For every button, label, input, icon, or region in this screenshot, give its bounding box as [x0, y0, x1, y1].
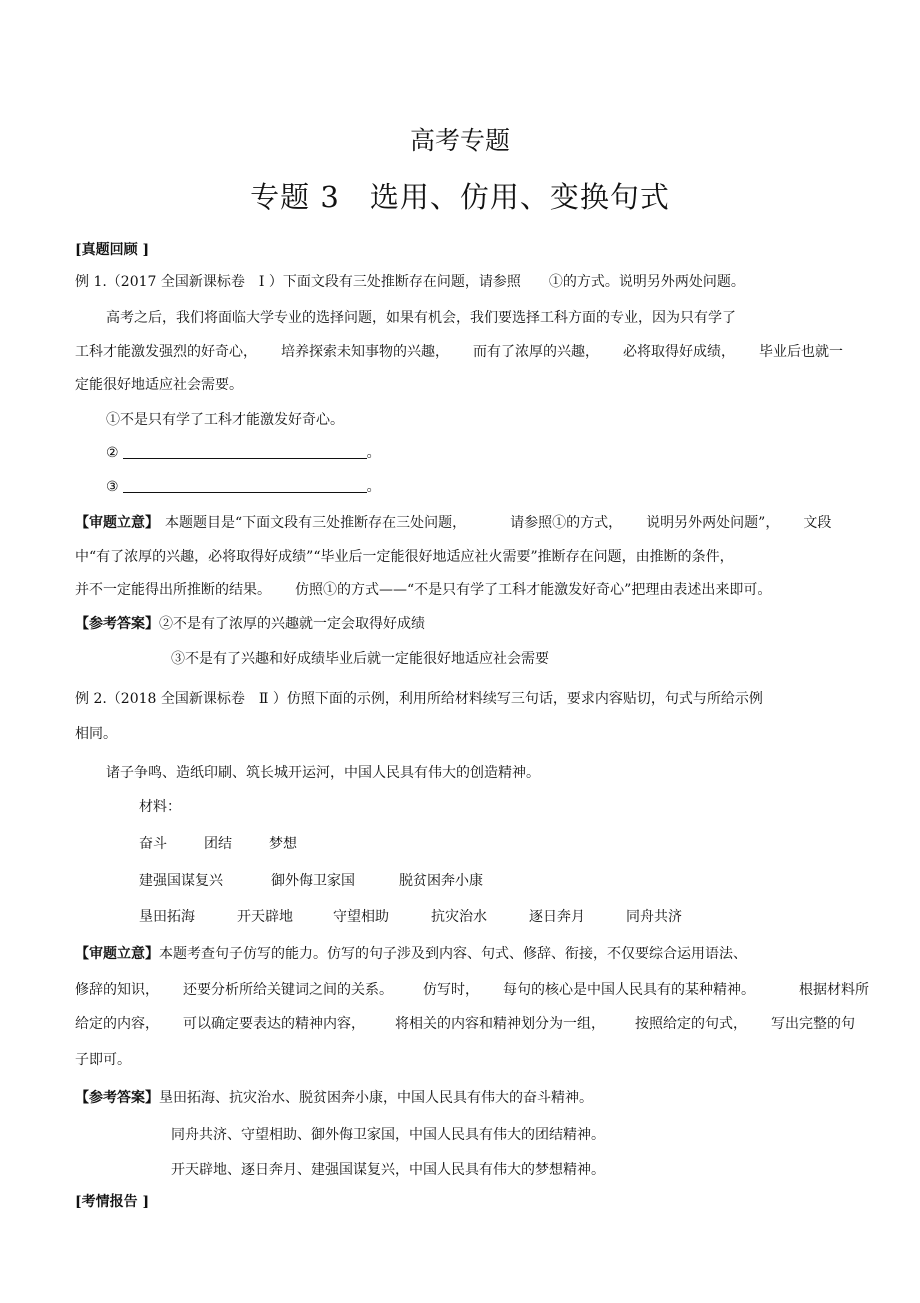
ex2-analysis-line3 [75, 1014, 855, 1034]
blank3-period: 。 [366, 479, 381, 495]
material-phrase: 脱贫困奔小康 [399, 873, 483, 889]
example2-question-line2: 相同。 [75, 726, 117, 742]
ex1-p2-seg3: 而有了浓厚的兴趣， [473, 344, 599, 360]
ex1-analysis-seg4: 文段 [803, 515, 832, 531]
material-word: 团结 [204, 836, 232, 852]
ex1-analysis-seg2: 请参照①的方式， [510, 515, 623, 531]
blank2-period: 。 [366, 445, 381, 461]
blank3-number: ③ [106, 479, 119, 495]
blank3-line[interactable] [123, 478, 367, 493]
ex1-analysis-line2: 中“有了浓厚的兴趣，必将取得好成绩”“毕业后一定能很好地适应社火需要”推断存在问题，由推断的条件， [75, 549, 734, 565]
ex1-blank-2 [106, 443, 381, 463]
ex2-example-sentence: 诸子争鸣、造纸印刷、筑长城开运河，中国人民具有伟大的创造精神。 [106, 765, 540, 781]
ex1-analysis3-seg1: 并不一定能得出所推断的结果。 [75, 582, 271, 598]
ex1-answer-line1 [75, 614, 425, 634]
ex2-analysis2-seg5: 根据材料所 [799, 982, 869, 998]
ex2-analysis2-seg3: 仿写时， [423, 982, 479, 998]
ex2-analysis3-seg1: 给定的内容， [75, 1016, 159, 1032]
ex1-p2-seg2: 培养探索未知事物的兴趣， [281, 344, 449, 360]
ex1-p2-seg4: 必将取得好成绩， [623, 344, 735, 360]
ex2-material-row1 [139, 834, 297, 854]
ex2-q-part1: 例 2.（2018 全国新课标卷 [75, 691, 245, 707]
ex1-passage-line2 [75, 342, 843, 362]
ex2-analysis-label: 【审题立意】 [75, 946, 159, 962]
ex1-passage-line1: 高考之后，我们将面临大学专业的选择问题，如果有机会，我们要选择工科方面的专业，因为只有学了 [106, 310, 736, 326]
ex1-answer-line2: ③不是有了兴趣和好成绩毕业后就一定能很好地适应社会需要 [171, 651, 549, 667]
ex2-answer-line3: 开天辟地、逐日奔月、建强国谋复兴，中国人民具有伟大的梦想精神。 [171, 1162, 605, 1178]
ex1-analysis-seg1: 本题题目是“下面文段有三处推断存在三处问题， [165, 515, 467, 531]
ex1-q-part2: Ⅰ ）下面文段有三处推断存在问题，请参照 [258, 274, 521, 290]
ex2-q-part2: Ⅱ ）仿照下面的示例，利用所给材料续写三句话，要求内容贴切，句式与所给示例 [258, 691, 763, 707]
ex2-answer1: 垦田拓海、抗灾治水、脱贫困奔小康，中国人民具有伟大的奋斗精神。 [159, 1090, 593, 1106]
material-phrase: 垦田拓海 [139, 909, 195, 925]
ex2-analysis2-seg4: 每句的核心是中国人民具有的某种精神。 [503, 982, 755, 998]
material-word: 梦想 [269, 836, 297, 852]
page-title: 高考专题 [409, 126, 510, 155]
ex1-q-part1: 例 1.（2017 全国新课标卷 [75, 274, 245, 290]
ex2-analysis-line2 [75, 980, 869, 1000]
ex1-q-part3: ①的方式。说明另外两处问题。 [548, 274, 745, 290]
page-subtitle: 专题 3 选用、仿用、变换句式 [250, 180, 670, 214]
ex1-analysis3-seg2: 仿照①的方式——“不是只有学了工科才能激发好奇心”把理由表述出来即可。 [295, 582, 772, 598]
ex2-analysis1: 本题考查句子仿写的能力。仿写的句子涉及到内容、句式、修辞、衔接，不仅要综合运用语法、 [159, 946, 747, 962]
ex1-analysis-seg3: 说明另外两处问题”， [646, 515, 780, 531]
ex2-material-row2 [139, 871, 483, 891]
material-phrase: 御外侮卫家国 [271, 873, 355, 889]
ex2-analysis-line4: 子即可。 [75, 1052, 131, 1068]
material-phrase: 建强国谋复兴 [139, 873, 223, 889]
ex2-analysis-line1 [75, 944, 747, 964]
ex1-answer-label: 【参考答案】 [75, 616, 159, 632]
ex2-analysis3-seg5: 写出完整的句 [771, 1016, 855, 1032]
section-heading-report: [考情报告 ] [75, 1194, 150, 1210]
ex1-analysis-line1 [75, 513, 831, 533]
ex1-p2-seg1: 工科才能激发强烈的好奇心， [75, 344, 257, 360]
ex2-material-label: 材料： [139, 799, 181, 815]
ex2-analysis3-seg2: 可以确定要表达的精神内容， [183, 1016, 365, 1032]
ex1-passage-line3: 定能很好地适应社会需要。 [75, 377, 243, 393]
material-phrase: 逐日奔月 [529, 909, 585, 925]
material-phrase: 同舟共济 [626, 909, 682, 925]
material-phrase: 抗灾治水 [431, 909, 487, 925]
example1-question [75, 272, 745, 292]
ex2-answer-line1 [75, 1088, 593, 1108]
section-heading-review: [真题回顾 ] [75, 242, 150, 258]
material-phrase: 守望相助 [333, 909, 389, 925]
ex2-analysis3-seg4: 按照给定的句式， [635, 1016, 747, 1032]
material-phrase: 开天辟地 [237, 909, 293, 925]
ex1-p2-seg5: 毕业后也就一 [759, 344, 843, 360]
example2-question [75, 689, 763, 709]
ex1-answer1: ②不是有了浓厚的兴趣就一定会取得好成绩 [159, 616, 425, 632]
ex2-answer-label: 【参考答案】 [75, 1090, 159, 1106]
ex2-material-row3 [139, 907, 682, 927]
ex1-sample-answer: ①不是只有学了工科才能激发好奇心。 [106, 412, 344, 428]
ex1-analysis-line3 [75, 580, 771, 600]
blank2-number: ② [106, 445, 119, 461]
ex1-analysis-label: 【审题立意】 [75, 515, 159, 531]
material-word: 奋斗 [139, 836, 167, 852]
ex2-analysis2-seg2: 还要分析所给关键词之间的关系。 [183, 982, 393, 998]
blank2-line[interactable] [123, 444, 367, 459]
ex2-answer-line2: 同舟共济、守望相助、御外侮卫家国，中国人民具有伟大的团结精神。 [171, 1127, 605, 1143]
ex1-blank-3 [106, 477, 381, 497]
ex2-analysis2-seg1: 修辞的知识， [75, 982, 159, 998]
ex2-analysis3-seg3: 将相关的内容和精神划分为一组， [395, 1016, 605, 1032]
